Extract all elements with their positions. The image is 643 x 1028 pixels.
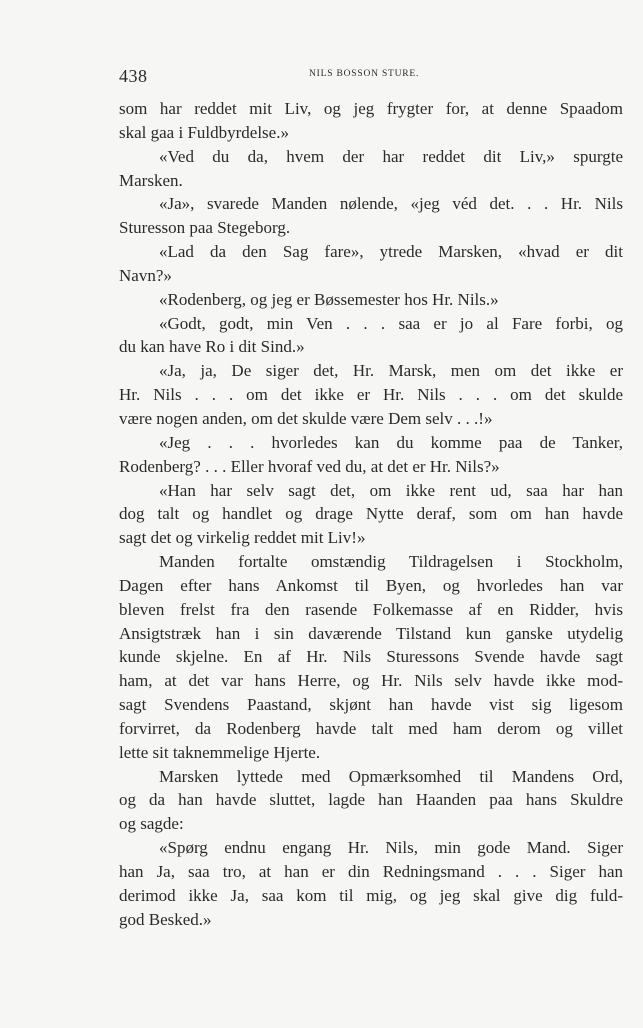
text-line: sagt Svendens Paastand, skjønt han havde vist sig ligesom — [119, 695, 623, 715]
text-line: ham, at det var hans Herre, og Hr. Nils selv havde ikke mod- — [119, 671, 623, 691]
text-line: sagt det og virkelig reddet mit Liv!» — [119, 528, 366, 548]
body-text — [119, 97, 623, 932]
text-line: dog talt og handlet og drage Nytte deraf, som om han havde — [119, 504, 623, 524]
text-line: Hr. Nils . . . om det ikke er Hr. Nils . . . om det skulde — [119, 385, 623, 405]
text-line: bleven frelst fra den rasende Folkemasse af en Ridder, hvis — [119, 599, 623, 619]
running-head — [119, 66, 624, 90]
text-line: og sagde: — [119, 814, 184, 834]
text-line: lette sit taknemmelige Hjerte. — [119, 742, 321, 762]
text-line: god Besked.» — [119, 909, 212, 929]
text-line: Dagen efter hans Ankomst til Byen, og hvorledes han var — [119, 575, 623, 595]
running-title: NILS BOSSON STURE. — [309, 69, 420, 79]
text-line: som har reddet mit Liv, og jeg frygter for, at denne Spaadom — [119, 99, 623, 118]
text-line: «Han har selv sagt det, om ikke rent ud, saa har han — [159, 480, 623, 500]
page-number: 438 — [119, 66, 148, 86]
text-line: Navn?» — [119, 265, 172, 285]
text-line: Rodenberg? . . . Eller hvoraf ved du, at det er Hr. Nils?» — [119, 456, 500, 476]
text-line: «Jeg . . . hvorledes kan du komme paa de Tanker, — [159, 432, 623, 452]
text-line: Marsken lyttede med Opmærksomhed til Mandens Ord, — [159, 766, 623, 786]
text-line: derimod ikke Ja, saa kom til mig, og jeg skal give dig fuld- — [119, 885, 623, 905]
text-line: «Ja, ja, De siger det, Hr. Marsk, men om det ikke er — [159, 361, 623, 381]
text-line: Manden fortalte omstændig Tildragelsen i Stockholm, — [159, 552, 623, 572]
text-line: Sturesson paa Stegeborg. — [119, 218, 291, 238]
text-line: «Rodenberg, og jeg er Bøssemester hos Hr. Nils.» — [159, 289, 499, 309]
text-line: du kan have Ro i dit Sind.» — [119, 337, 305, 357]
text-line: han Ja, saa tro, at han er din Redningsmand . . . Siger han — [119, 862, 623, 881]
text-line: Marsken. — [119, 170, 183, 190]
text-line: kunde skjelne. En af Hr. Nils Sturessons Svende havde sagt — [119, 647, 623, 667]
text-line: skal gaa i Fuldbyrdelse.» — [119, 122, 289, 142]
text-line: Ansigtstræk han i sin daværende Tilstand kun ganske utydelig — [119, 623, 623, 643]
text-line: «Ja», svarede Manden nølende, «jeg véd det. . . Hr. Nils — [159, 194, 623, 214]
text-line: «Spørg endnu engang Hr. Nils, min gode Mand. Siger — [159, 838, 623, 858]
text-line: «Ved du da, hvem der har reddet dit Liv,» spurgte — [159, 146, 623, 166]
text-line: være nogen anden, om det skulde være Dem selv . . .!» — [119, 408, 493, 428]
text-line: og da han havde sluttet, lagde han Haanden paa hans Skuldre — [119, 790, 623, 810]
text-line: forvirret, da Rodenberg havde talt med ham derom og villet — [119, 718, 623, 738]
text-line: «Lad da den Sag fare», ytrede Marsken, «hvad er dit — [159, 242, 623, 262]
text-line: «Godt, godt, min Ven . . . saa er jo al Fare forbi, og — [159, 313, 623, 333]
